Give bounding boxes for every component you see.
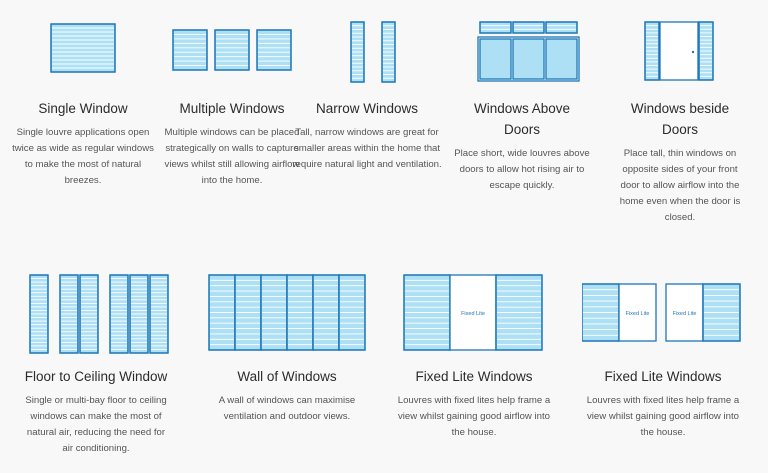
louvre-panel: [351, 22, 364, 82]
item-narrow-windows: [292, 8, 442, 173]
louvre-panel: [287, 275, 313, 350]
item-windows-beside-doors: [605, 8, 755, 226]
fixed-lite-window-icon: [394, 266, 554, 366]
narrow-windows-title: Narrow Windows: [315, 101, 419, 116]
louvre-panel: [209, 275, 235, 350]
item-floor-to-ceiling: [20, 266, 172, 457]
louvre-panel: [60, 275, 78, 353]
louvre-panel: [645, 22, 659, 80]
single-window-icon: [8, 8, 158, 98]
fixed-lite-label-2: Fixed Lite: [672, 311, 697, 317]
fixed-lite-1-title: Fixed Lite Windows: [415, 369, 533, 384]
louvre-panel: [382, 22, 395, 82]
item-windows-above-doors: [447, 8, 597, 194]
narrow-windows-desc: Tall, narrow windows are great for smaller areas within the home that require natural light and ventilation.: [292, 127, 442, 170]
single-window-desc: Single louvre applications open twice as wide as regular windows to make the most of natural breezes.: [12, 127, 154, 186]
louvre-panel: [404, 275, 450, 350]
floor-to-ceiling-desc: Single or multi-bay floor to ceiling windows can make the most of natural air, reducing the need for air conditioning.: [25, 395, 167, 454]
multiple-windows-title: Multiple Windows: [179, 101, 285, 116]
windows-beside-doors-icon: [605, 8, 755, 98]
fixed-lite-label: Fixed Lite: [461, 311, 485, 317]
windows-above-doors-desc: Place short, wide louvres above doors to allow hot rising air to escape quickly.: [454, 148, 590, 191]
louvre-panel: [546, 22, 577, 33]
item-fixed-lite-1: [394, 266, 554, 441]
item-single-window: [8, 8, 158, 189]
item-wall-of-windows: [205, 266, 369, 425]
item-multiple-windows: [157, 8, 307, 189]
louvre-panel: [496, 275, 542, 350]
multiple-windows-icon: [157, 8, 307, 98]
windows-above-doors-icon: [447, 8, 597, 98]
narrow-windows-icon: [292, 8, 442, 98]
louvre-panel: [513, 22, 544, 33]
louvre-panel: [699, 22, 713, 80]
louvre-panel: [261, 275, 287, 350]
windows-beside-doors-title: Windows beside Doors: [630, 101, 730, 137]
louvre-panel: [30, 275, 48, 353]
louvre-panel: [173, 30, 207, 70]
multiple-windows-desc: Multiple windows can be placed strategically on walls to capture views whilst still allowing airflow into the home.: [164, 127, 300, 186]
louvre-panel: [215, 30, 249, 70]
fixed-lite-window-pair-icon: [582, 266, 744, 366]
louvre-panel: [150, 275, 168, 353]
wall-of-windows-title: Wall of Windows: [237, 369, 337, 384]
louvre-panel: [480, 22, 511, 33]
louvre-panel: [130, 275, 148, 353]
louvre-panel: [313, 275, 339, 350]
louvre-panel: [582, 284, 619, 341]
louvre-panel: [235, 275, 261, 350]
door-handle-icon: [692, 51, 694, 53]
floor-to-ceiling-icon: [20, 266, 172, 366]
louvre-panel: [703, 284, 740, 341]
windows-beside-doors-desc: Place tall, thin windows on opposite sides of your front door to allow airflow into the home even when the door is closed.: [619, 148, 741, 223]
fixed-lite-2-desc: Louvres with fixed lites help frame a view whilst gaining good airflow into the house.: [586, 395, 740, 438]
single-window-title: Single Window: [38, 101, 128, 116]
fixed-lite-2-title: Fixed Lite Windows: [604, 369, 722, 384]
windows-above-doors-title: Windows Above Doors: [473, 101, 571, 137]
fixed-lite-label-1: Fixed Lite: [625, 311, 650, 317]
wall-of-windows-desc: A wall of windows can maximise ventilation and outdoor views.: [218, 395, 356, 422]
floor-to-ceiling-title: Floor to Ceiling Window: [24, 369, 168, 384]
wall-of-windows-icon: [205, 266, 369, 366]
fixed-lite-1-desc: Louvres with fixed lites help frame a view whilst gaining good airflow into the house.: [397, 395, 551, 438]
louvre-panel: [110, 275, 128, 353]
louvre-panel: [339, 275, 365, 350]
louvre-panel: [257, 30, 291, 70]
item-fixed-lite-2: [582, 266, 744, 441]
louvre-panel: [80, 275, 98, 353]
louvre-panel: [51, 24, 115, 72]
